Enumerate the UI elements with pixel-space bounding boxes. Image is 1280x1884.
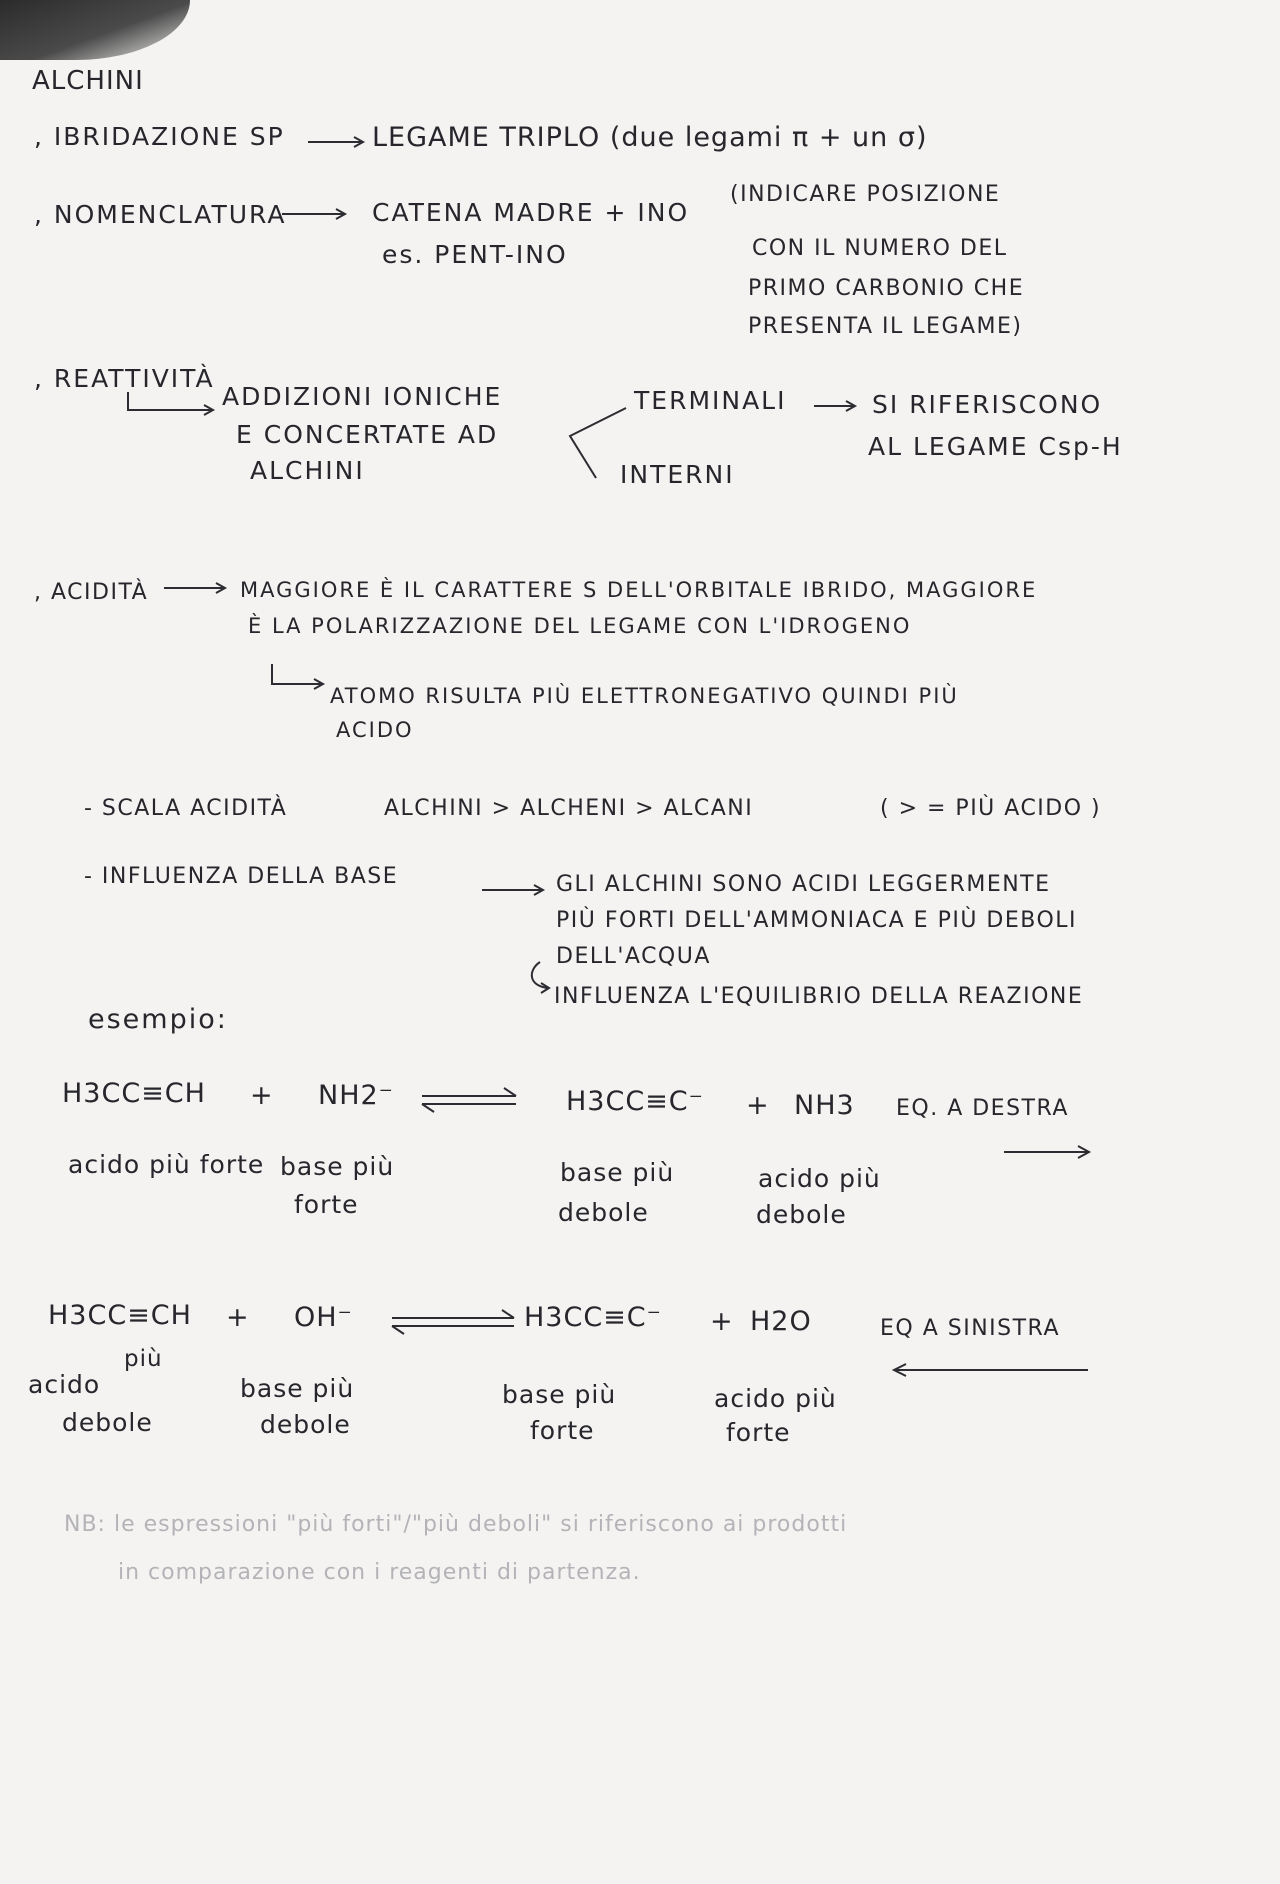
reaction1-reagent1: H3CC≡CH (62, 1078, 206, 1109)
reattivita-branch-interni: INTERNI (620, 460, 735, 489)
esempio-label: esempio: (88, 1004, 228, 1035)
acidita-label: , ACIDITÀ (34, 580, 149, 605)
curved-arrow-icon (526, 960, 556, 1000)
nomenclatura-note-line: PRESENTA IL LEGAME) (748, 314, 1023, 339)
acidita-sub-line: ATOMO RISULTA PIÙ ELETTRONEGATIVO QUINDI PIÙ (330, 684, 959, 708)
arrow-down-right-icon (270, 664, 330, 694)
nomenclatura-note-line: PRIMO CARBONIO CHE (748, 276, 1025, 301)
acidita-result-line: È LA POLARIZZAZIONE DEL LEGAME CON L'IDROGENO (248, 614, 912, 638)
reaction2-label-product2: acido più (714, 1384, 837, 1413)
influenza-result-line: DELL'ACQUA (556, 944, 711, 969)
nomenclatura-label: , NOMENCLATURA (34, 200, 287, 229)
influenza-result-line: GLI ALCHINI SONO ACIDI LEGGERMENTE (556, 872, 1051, 897)
note-line: NB: le espressioni "più forti"/"più deboli" si riferiscono ai prodotti (64, 1512, 848, 1537)
reaction1-reagent2: NH2⁻ (318, 1080, 394, 1111)
reaction1-product2: NH3 (794, 1090, 855, 1121)
page-title: ALCHINI (32, 66, 144, 96)
scala-label: - SCALA ACIDITÀ (84, 796, 288, 821)
reattivita-result-line: ADDIZIONI IONICHE (222, 382, 503, 411)
reaction2-reagent1: H3CC≡CH (48, 1300, 192, 1331)
arrow-right-icon (308, 136, 368, 148)
reaction2-eq-direction: EQ A SINISTRA (880, 1316, 1060, 1341)
acidita-sub-line: ACIDO (336, 718, 414, 742)
reaction1-product1: H3CC≡C⁻ (566, 1086, 704, 1117)
reaction1-eq-direction: EQ. A DESTRA (896, 1096, 1069, 1121)
ibridazione-result: LEGAME TRIPLO (due legami π + un σ) (372, 122, 928, 153)
reaction1-label-reagent2: base più (280, 1152, 395, 1181)
influenza-result-line: PIÙ FORTI DELL'AMMONIACA E PIÙ DEBOLI (556, 908, 1078, 933)
reaction2-label-reagent2: debole (260, 1410, 351, 1439)
nomenclatura-example: es. PENT-INO (382, 240, 568, 269)
reattivita-result-line: E CONCERTATE AD (236, 420, 499, 449)
reaction2-product1: H3CC≡C⁻ (524, 1302, 662, 1333)
reaction1-label-product1: debole (558, 1198, 649, 1227)
arrow-right-icon (1004, 1144, 1094, 1160)
reattivita-result-line: ALCHINI (250, 456, 365, 485)
reaction2-label-product1: base più (502, 1380, 617, 1409)
reaction2-label-reagent1: debole (62, 1408, 153, 1437)
page-corner-shadow (0, 0, 190, 60)
arrow-right-icon (282, 208, 352, 220)
arrow-left-icon (892, 1362, 1092, 1378)
arrow-down-right-icon (126, 392, 226, 422)
reaction1-plus: + (746, 1090, 770, 1121)
arrow-right-icon (164, 582, 234, 594)
scala-legend: ( > = PIÙ ACIDO ) (880, 796, 1102, 821)
arrow-right-icon (482, 884, 552, 896)
influenza-sub: INFLUENZA L'EQUILIBRIO DELLA REAZIONE (554, 984, 1084, 1009)
reattivita-label: , REATTIVITÀ (34, 364, 215, 393)
reaction2-reagent2: OH⁻ (294, 1302, 353, 1333)
terminali-note-line: SI RIFERISCONO (872, 390, 1103, 419)
reaction2-label-product1: forte (530, 1416, 595, 1445)
reaction2-label-product2: forte (726, 1418, 791, 1447)
reaction1-label-product1: base più (560, 1158, 675, 1187)
equilibrium-arrow-icon (388, 1308, 518, 1338)
scala-order: ALCHINI > ALCHENI > ALCANI (384, 796, 754, 821)
reaction1-plus: + (250, 1080, 274, 1111)
equilibrium-arrow-icon (420, 1086, 520, 1116)
reaction2-plus: + (226, 1302, 250, 1333)
reaction2-product2: H2O (750, 1306, 812, 1337)
reattivita-branch-terminali: TERMINALI (634, 386, 787, 415)
reaction1-label-reagent2: forte (294, 1190, 359, 1219)
influenza-label: - INFLUENZA DELLA BASE (84, 864, 399, 889)
ibridazione-label: , IBRIDAZIONE SP (34, 122, 285, 151)
acidita-result-line: MAGGIORE È IL CARATTERE S DELL'ORBITALE IBRIDO, MAGGIORE (240, 578, 1038, 602)
nomenclatura-note-line: CON IL NUMERO DEL (752, 236, 1008, 261)
reaction2-label-reagent1-top: più (124, 1346, 163, 1372)
nomenclatura-note-line: (INDICARE POSIZIONE (730, 182, 1001, 207)
nomenclatura-result: CATENA MADRE + INO (372, 198, 690, 227)
arrow-right-icon (814, 400, 864, 412)
note-line: in comparazione con i reagenti di partenza. (118, 1560, 641, 1585)
reaction2-label-reagent2: base più (240, 1374, 355, 1403)
reaction2-label-reagent1: acido (28, 1370, 101, 1399)
reaction1-label-reagent1: acido più forte (68, 1150, 265, 1179)
reaction1-label-product2: debole (756, 1200, 847, 1229)
reaction1-label-product2: acido più (758, 1164, 881, 1193)
terminali-note-line: AL LEGAME Csp-H (868, 432, 1123, 461)
reaction2-plus: + (710, 1306, 734, 1337)
